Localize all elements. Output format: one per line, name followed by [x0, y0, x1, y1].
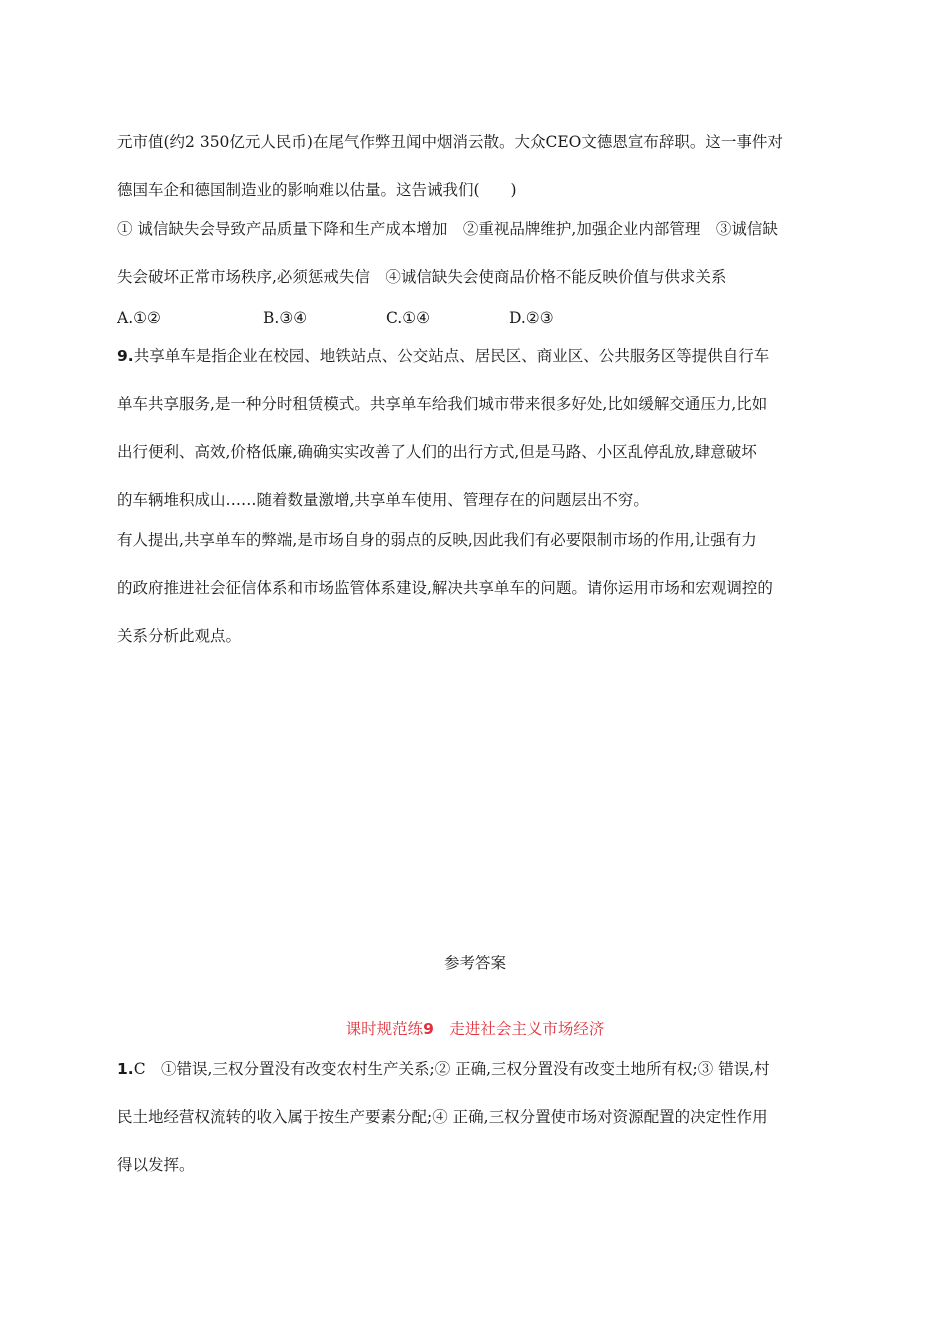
option-a: A.①② [117, 309, 161, 327]
answer-1-number: 1. [117, 1060, 134, 1078]
q9-text-line-3: 出行便利、高效,价格低廉,确确实实改善了人们的出行方式,但是马路、小区乱停乱放,肆意破坏 [117, 443, 757, 461]
q9-text-line-4: 的车辆堆积成山……随着数量激增,共享单车使用、管理存在的问题层出不穷。 [117, 491, 649, 509]
option-d: D.②③ [509, 309, 554, 327]
q9-line-1-text: 共享单车是指企业在校园、地铁站点、公交站点、居民区、商业区、公共服务区等提供自行车 [133, 347, 770, 365]
q8-statement-line-2: 失会破坏正常市场秩序,必须惩戒失信 ④诚信缺失会使商品价格不能反映价值与供求关系 [117, 268, 727, 286]
q8-text-line-1: 元市值(约2 350亿元人民币)在尾气作弊丑闻中烟消云散。大众CEO文德恩宣布辞职。这一事件对 [117, 133, 783, 151]
option-c: C.①④ [386, 309, 431, 327]
q8-statement-line-1: ① 诚信缺失会导致产品质量下降和生产成本增加 ②重视品牌维护,加强企业内部管理 ③诚信缺 [117, 220, 778, 238]
q9-text-line-1 [117, 346, 837, 366]
q9-number: 9. [117, 347, 134, 365]
answer-1-line-2: 民土地经营权流转的收入属于按生产要素分配;④ 正确,三权分置使市场对资源配置的决定性作用 [117, 1108, 768, 1126]
section-title-text: 走进社会主义市场经济 [449, 1020, 605, 1038]
q9-text-line-6: 的政府推进社会征信体系和市场监管体系建设,解决共享单车的问题。请你运用市场和宏观调控的 [117, 579, 773, 597]
q9-text-line-2: 单车共享服务,是一种分时租赁模式。共享单车给我们城市带来很多好处,比如缓解交通压力,比如 [117, 395, 768, 413]
answer-1-line-1 [117, 1059, 837, 1079]
section-title [0, 1019, 950, 1039]
option-b: B.③④ [263, 309, 308, 327]
answer-1-line-1-text: C ①错误,三权分置没有改变农村生产关系;② 正确,三权分置没有改变土地所有权;③ 错误,村 [133, 1060, 770, 1078]
q8-text-line-2: 德国车企和德国制造业的影响难以估量。这告诫我们( ) [117, 181, 517, 199]
q9-text-line-5: 有人提出,共享单车的弊端,是市场自身的弱点的反映,因此我们有必要限制市场的作用,让强有力 [117, 531, 757, 549]
answer-1-line-3: 得以发挥。 [117, 1156, 195, 1174]
q9-text-line-7: 关系分析此观点。 [117, 627, 242, 645]
answers-heading: 参考答案 [443, 954, 506, 972]
section-index: 9 [423, 1020, 434, 1038]
section-prefix: 课时规范练 [345, 1020, 424, 1038]
